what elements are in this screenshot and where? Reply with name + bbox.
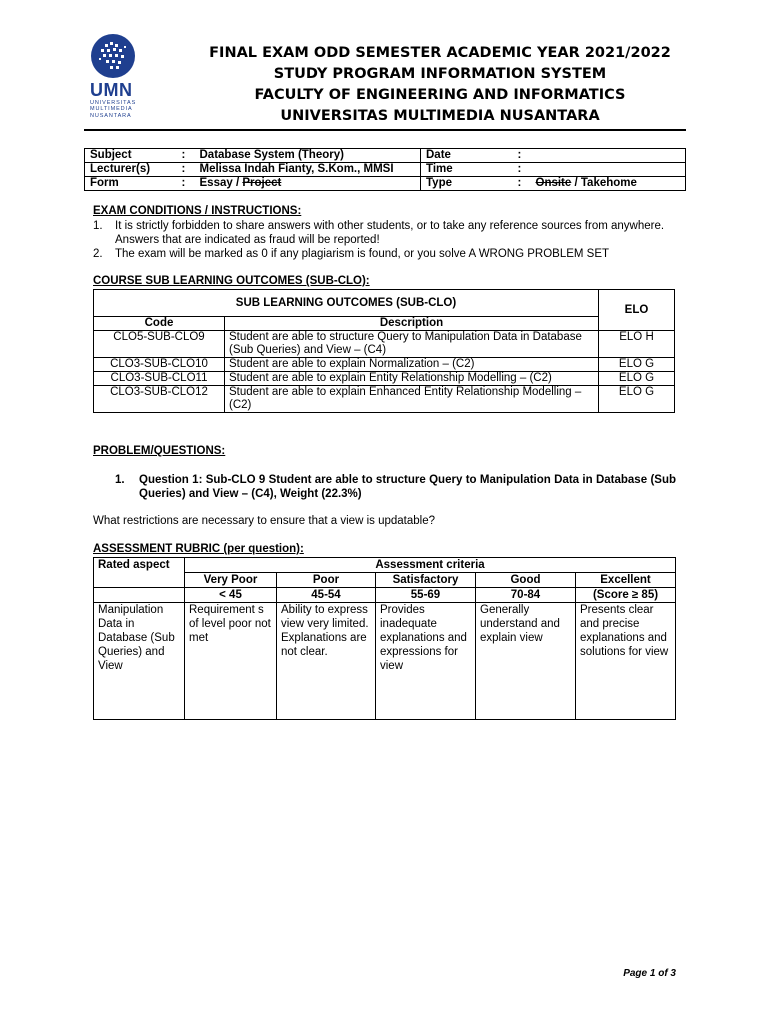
elo-header: ELO xyxy=(599,290,675,331)
instructions-title: EXAM CONDITIONS / INSTRUCTIONS: xyxy=(93,205,302,217)
header-divider xyxy=(84,129,686,131)
time-label: Time xyxy=(421,163,513,177)
header-line: UNIVERSITAS MULTIMEDIA NUSANTARA xyxy=(280,108,600,124)
table-row: CLO3-SUB-CLO12 Student are able to explain Enhanced Entity Relationship Modelling – (C2) ELO G xyxy=(94,386,675,413)
level-header: Very Poor xyxy=(185,573,277,588)
score-range: (Score ≥ 85) xyxy=(576,588,676,603)
form-label: Form xyxy=(85,177,177,191)
clo-title: COURSE SUB LEARNING OUTCOMES (SUB-CLO): xyxy=(93,275,370,287)
type-struck-option: Onsite xyxy=(535,177,572,189)
table-row: CLO5-SUB-CLO9 Student are able to structure Query to Manipulation Data in Database (Sub Queries) and View – (C4) ELO H xyxy=(94,331,675,358)
problems-title: PROBLEM/QUESTIONS: xyxy=(93,445,226,457)
colon: : xyxy=(513,149,531,163)
clo-header: SUB LEARNING OUTCOMES (SUB-CLO) xyxy=(94,290,599,317)
exam-header xyxy=(150,43,730,127)
lecturer-label: Lecturer(s) xyxy=(85,163,177,177)
level-header: Poor xyxy=(277,573,376,588)
rubric-description: Provides inadequate explanations and expressions for view xyxy=(376,603,476,720)
description-header: Description xyxy=(225,317,599,331)
rubric-aspect: Manipulation Data in Database (Sub Queries) and View xyxy=(94,603,185,720)
form-struck-option: Project xyxy=(242,177,282,189)
header-line: FINAL EXAM ODD SEMESTER ACADEMIC YEAR 2021/2022 xyxy=(209,45,671,61)
table-row: CLO3-SUB-CLO10 Student are able to explain Normalization – (C2) ELO G xyxy=(94,358,675,372)
rubric-table xyxy=(93,557,676,720)
empty-cell xyxy=(94,588,185,603)
list-item: 1. It is strictly forbidden to share answers with other students, or to take any reference sources from anywhere. Answers that are indicated as fraud will be reported! xyxy=(93,220,665,246)
score-range: < 45 xyxy=(185,588,277,603)
question-1-text: What restrictions are necessary to ensure that a view is updatable? xyxy=(93,515,435,527)
colon: : xyxy=(513,177,531,191)
instructions-list xyxy=(93,219,683,261)
level-header: Satisfactory xyxy=(376,573,476,588)
university-logo xyxy=(86,34,142,126)
table-row xyxy=(94,603,676,720)
date-value xyxy=(531,149,686,163)
score-range: 70-84 xyxy=(476,588,576,603)
score-range: 55-69 xyxy=(376,588,476,603)
form-value: Essay / Project xyxy=(195,177,421,191)
page-number: Page 1 of 3 xyxy=(623,968,676,979)
rubric-description: Presents clear and precise explanations and solutions for view xyxy=(576,603,676,720)
type-value: Onsite / Takehome xyxy=(531,177,686,191)
logo-subtitle: UNIVERSITAS MULTIMEDIA NUSANTARA xyxy=(90,100,137,119)
time-value xyxy=(531,163,686,177)
type-label: Type xyxy=(421,177,513,191)
level-header: Excellent xyxy=(576,573,676,588)
clo-table xyxy=(93,289,675,413)
header-line: FACULTY OF ENGINEERING AND INFORMATICS xyxy=(254,87,626,103)
rubric-description: Ability to express view very limited. Explanations are not clear. xyxy=(277,603,376,720)
rubric-description: Requirement s of level poor not met xyxy=(185,603,277,720)
question-1-heading: 1. Question 1: Sub-CLO 9 Student are able to structure Query to Manipulation Data in Database (Sub Queries) and View – (C4), Weight (22.3%) xyxy=(115,474,676,500)
rubric-description: Generally understand and explain view xyxy=(476,603,576,720)
list-item: 2. The exam will be marked as 0 if any plagiarism is found, or you solve A WRONG PROBLEM SET xyxy=(93,248,610,260)
level-header: Good xyxy=(476,573,576,588)
score-range: 45-54 xyxy=(277,588,376,603)
header-line: STUDY PROGRAM INFORMATION SYSTEM xyxy=(273,66,607,82)
criteria-header: Assessment criteria xyxy=(185,558,676,573)
logo-emblem-icon xyxy=(91,34,135,78)
rubric-title: ASSESSMENT RUBRIC (per question): xyxy=(93,543,304,555)
exam-info-table xyxy=(84,148,686,191)
logo-wordmark: UMN xyxy=(90,80,133,100)
lecturer-value: Melissa Indah Fianty, S.Kom., MMSI xyxy=(195,163,421,177)
colon: : xyxy=(177,177,195,191)
table-row: CLO3-SUB-CLO11 Student are able to explain Entity Relationship Modelling – (C2) ELO G xyxy=(94,372,675,386)
colon: : xyxy=(177,149,195,163)
colon: : xyxy=(513,163,531,177)
code-header: Code xyxy=(94,317,225,331)
subject-value: Database System (Theory) xyxy=(195,149,421,163)
date-label: Date xyxy=(421,149,513,163)
subject-label: Subject xyxy=(85,149,177,163)
colon: : xyxy=(177,163,195,177)
rated-aspect-header: Rated aspect xyxy=(94,558,185,588)
